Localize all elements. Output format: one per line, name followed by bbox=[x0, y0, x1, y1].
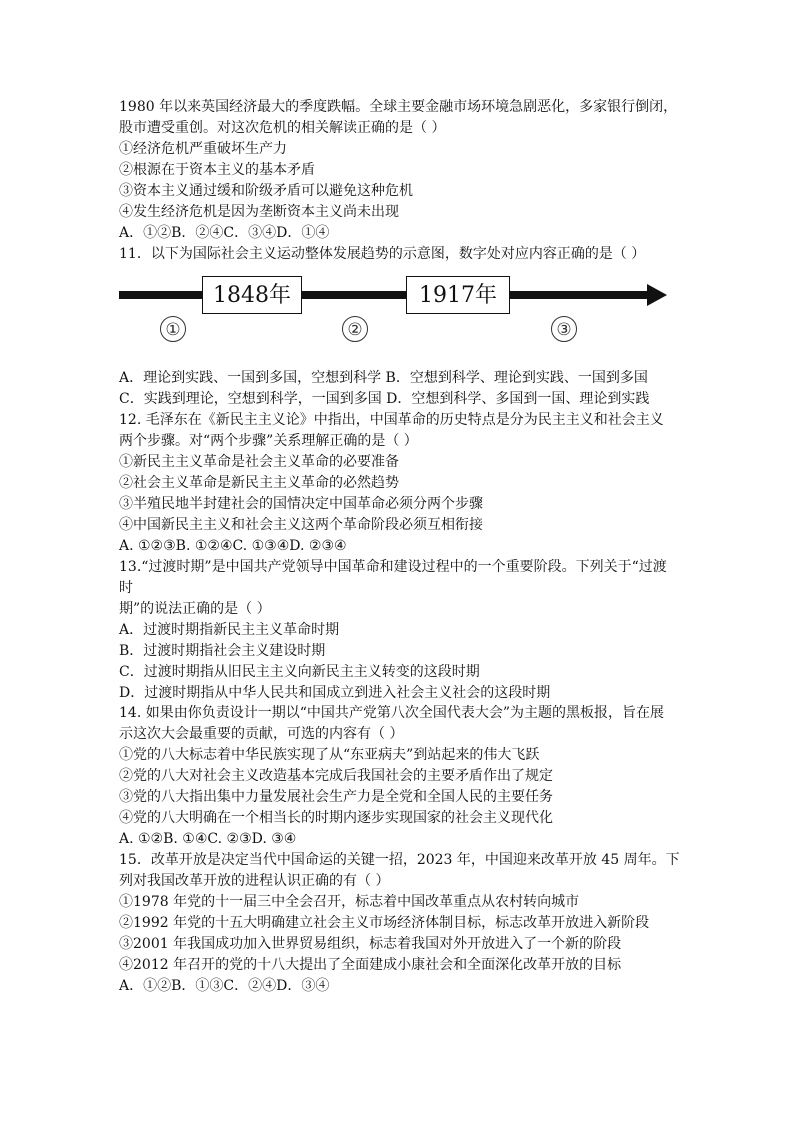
text-line: 列对我国改革开放的进程认识正确的有（ ） bbox=[119, 873, 390, 889]
text-line: B．过渡时期指社会主义建设时期 bbox=[119, 643, 326, 659]
circled-number-3: ③ bbox=[551, 316, 577, 342]
text-line: ②1992 年党的十五大明确建立社会主义市场经济体制目标，标志改革开放进入新阶段 bbox=[119, 915, 650, 931]
text-line: ①经济危机严重破坏生产力 bbox=[119, 141, 287, 157]
text-line: A．①②B．②④C．③④D．①④ bbox=[119, 225, 330, 241]
text-line: C．过渡时期指从旧民主主义向新民主主义转变的这段时期 bbox=[119, 664, 480, 680]
circled-number-1: ① bbox=[160, 316, 186, 342]
text-line: ③党的八大指出集中力量发展社会生产力是全党和全国人民的主要任务 bbox=[119, 789, 553, 805]
text-line: A．过渡时期指新民主主义革命时期 bbox=[119, 622, 340, 638]
text-line: 14. 如果由你负责设计一期以“中国共产党第八次全国代表大会”为主题的黑板报，旨在展 bbox=[119, 705, 665, 721]
year-box-1917: 1917年 bbox=[406, 276, 510, 314]
timeline-arrow-shaft bbox=[119, 291, 649, 299]
text-line: 时 bbox=[119, 580, 133, 596]
text-line: ④发生经济危机是因为垄断资本主义尚未出现 bbox=[119, 204, 399, 220]
text-line: ③资本主义通过缓和阶级矛盾可以避免这种危机 bbox=[119, 183, 413, 199]
text-line: 13.“过渡时期”是中国共产党领导中国革命和建设过程中的一个重要阶段。下列关于“过渡 bbox=[119, 559, 667, 575]
text-line: A. ①②③B. ①②④C. ①③④D. ②③④ bbox=[119, 538, 347, 554]
text-line: ④中国新民主主义和社会主义这两个革命阶段必须互相衔接 bbox=[119, 517, 483, 533]
text-line: A．①②B．①③C．②④D．③④ bbox=[119, 978, 330, 994]
text-line: ④党的八大明确在一个相当长的时期内逐步实现国家的社会主义现代化 bbox=[119, 810, 553, 826]
text-line: A. ①②B. ①④C. ②③D. ③④ bbox=[119, 831, 297, 847]
text-line: A．理论到实践、一国到多国，空想到科学 B．空想到科学、理论到实践、一国到多国 bbox=[119, 370, 648, 386]
text-line: 股市遭受重创。对这次危机的相关解读正确的是（ ） bbox=[119, 120, 446, 136]
text-line: D．过渡时期指从中华人民共和国成立到进入社会主义社会的这段时期 bbox=[119, 685, 551, 701]
year-box-1848: 1848年 bbox=[202, 276, 302, 314]
text-line: ①新民主主义革命是社会主义革命的必要准备 bbox=[119, 454, 399, 470]
text-line: ①党的八大标志着中华民族实现了从“东亚病夫”到站起来的伟大飞跃 bbox=[119, 747, 540, 763]
text-line: ②党的八大对社会主义改造基本完成后我国社会的主要矛盾作出了规定 bbox=[119, 768, 553, 784]
text-line: 11．以下为国际社会主义运动整体发展趋势的示意图，数字处对应内容正确的是（ ） bbox=[119, 246, 646, 262]
timeline-diagram bbox=[119, 270, 669, 340]
text-line: 两个步骤。对“两个步骤”关系理解正确的是（ ） bbox=[119, 433, 418, 449]
text-line: 15．改革开放是决定当代中国命运的关键一招，2023 年，中国迎来改革开放 45 周年。下 bbox=[119, 852, 680, 868]
text-line: ③半殖民地半封建社会的国情决定中国革命必须分两个步骤 bbox=[119, 496, 483, 512]
text-line: ①1978 年党的十一届三中全会召开，标志着中国改革重点从农村转向城市 bbox=[119, 894, 580, 910]
text-line: ②根源在于资本主义的基本矛盾 bbox=[119, 162, 315, 178]
circled-number-2: ② bbox=[342, 316, 368, 342]
text-line: 期”的说法正确的是（ ） bbox=[119, 601, 271, 617]
arrow-right-icon bbox=[647, 284, 667, 306]
text-line: 示这次大会最重要的贡献，可选的内容有（ ） bbox=[119, 726, 404, 742]
text-line: 12. 毛泽东在《新民主主义论》中指出，中国革命的历史特点是分为民主主义和社会主义 bbox=[119, 412, 664, 428]
text-line: ②社会主义革命是新民主主义革命的必然趋势 bbox=[119, 475, 399, 491]
text-line: ③2001 年我国成功加入世界贸易组织，标志着我国对外开放进入了一个新的阶段 bbox=[119, 936, 622, 952]
text-line: C．实践到理论，空想到科学，一国到多国 D．空想到科学、多国到一国、理论到实践 bbox=[119, 391, 650, 407]
text-line: 1980 年以来英国经济最大的季度跌幅。全球主要金融市场环境急剧恶化，多家银行倒闭， bbox=[119, 99, 678, 115]
text-line: ④2012 年召开的党的十八大提出了全面建成小康社会和全面深化改革开放的目标 bbox=[119, 957, 622, 973]
